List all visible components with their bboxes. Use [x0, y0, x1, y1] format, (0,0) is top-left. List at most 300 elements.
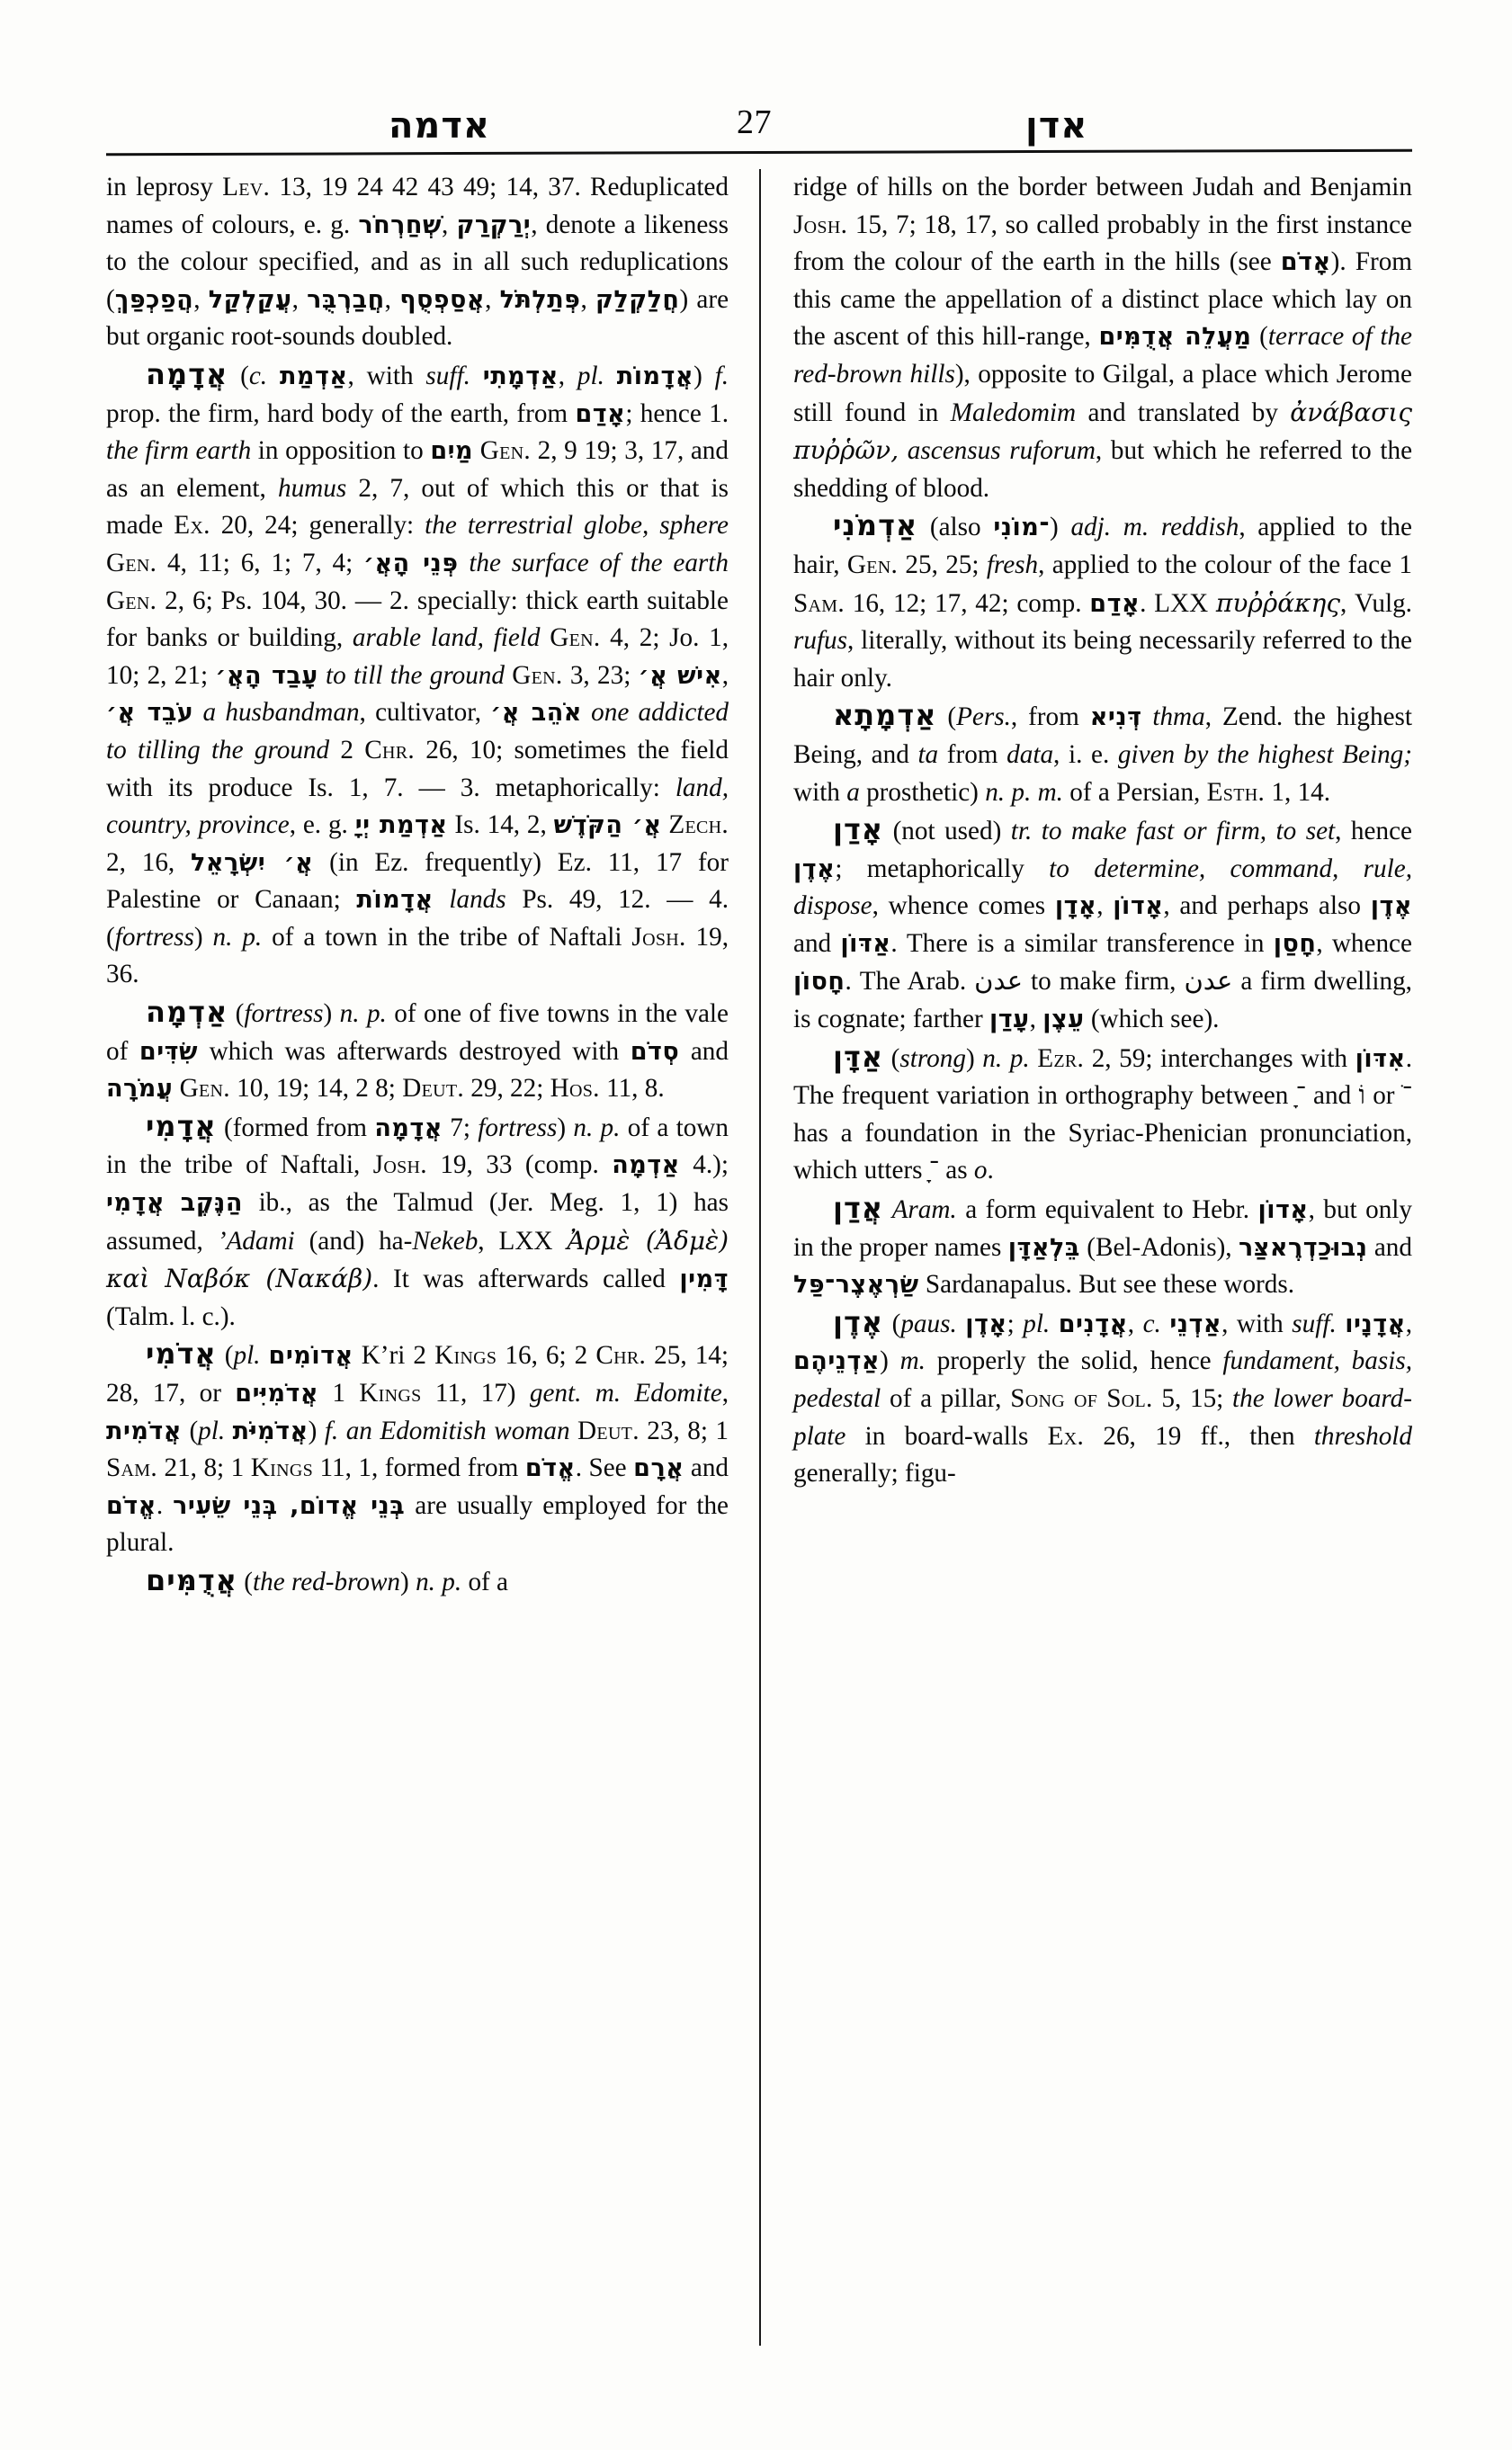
body-text [165, 1188, 181, 1217]
hebrew-word: אַדּוֹן [840, 929, 891, 958]
greek-word: πυῤῥάκης [1215, 587, 1340, 618]
scripture-abbrev: Hos. [550, 1074, 600, 1104]
body-text: . It was afterwards called [372, 1265, 680, 1294]
scripture-abbrev: Song of Sol. [1010, 1384, 1153, 1413]
entry-adamah-common [106, 356, 729, 994]
entry-admah [106, 994, 729, 1108]
gloss-italic: fortress [244, 999, 324, 1029]
body-text: , [721, 660, 729, 690]
hebrew-word: נְבוּכַדְרֶאצַּר [1239, 1233, 1368, 1262]
body-text: and [684, 1453, 729, 1483]
gloss-italic: m. [899, 1346, 926, 1376]
body-text: . [156, 1490, 174, 1520]
gloss-italic: adj. m. reddish [1070, 513, 1239, 542]
body-text: prop. the firm, hard body of the earth, from [106, 398, 576, 428]
body-text: . See [575, 1453, 634, 1483]
body-text: , [558, 361, 577, 390]
body-text [541, 623, 550, 652]
para-reduplication-note [106, 169, 729, 356]
body-text: ridge of hills on the border between Judah and Benjamin [793, 173, 1412, 201]
greek-word: ἀνάβασις πυῤῥῶν, [793, 397, 1413, 466]
hebrew-word: אֲדָמָה [374, 1113, 443, 1142]
body-text: in opposition to [251, 436, 431, 466]
arabic-word: عدن [974, 965, 1023, 997]
body-text: 11, 1, formed from [313, 1453, 525, 1483]
body-text: and [679, 1036, 729, 1066]
column-right [759, 169, 1412, 2346]
gloss-italic: suff. [425, 361, 470, 390]
gloss-italic: lands [449, 885, 506, 915]
gloss-italic: pl. [577, 361, 604, 390]
body-text: with [793, 777, 847, 807]
body-text: (and) ha- [294, 1226, 413, 1256]
body-text: 2, 59; interchanges with [1084, 1043, 1355, 1073]
hebrew-word: עֹבֵד אֲ׳ [106, 699, 194, 728]
entry-adomi [106, 1336, 729, 1562]
gloss-italic: ta [917, 739, 939, 769]
body-text: ( [936, 702, 957, 732]
body-text: ; hence 1. [625, 398, 729, 428]
hebrew-word: אֲ׳ הַקֹּדֶשׁ [553, 811, 662, 840]
body-text [1337, 1310, 1346, 1338]
body-text: , e. g. [289, 810, 355, 840]
gloss-italic: fresh [986, 550, 1039, 579]
body-text: 16, 6; 2 [497, 1341, 596, 1371]
body-text: of a Persian, [1062, 777, 1207, 807]
body-text: in leprosy [106, 173, 223, 201]
hebrew-word: אָדֶן [965, 1310, 1007, 1338]
entry-lemma-hebrew: אָדַן [833, 812, 884, 847]
body-text: , whence [1316, 928, 1412, 958]
gloss-italic: the red-brown [253, 1567, 401, 1596]
gloss-italic: the lower board-plate [793, 1384, 1412, 1451]
body-text: which was afterwards destroyed with [198, 1036, 631, 1066]
body-text [267, 362, 280, 390]
hebrew-word: שַׂרְאֶצֶר־פַּל [793, 1271, 919, 1300]
body-text [434, 885, 450, 914]
entry-admatha [793, 697, 1412, 811]
running-head-left-lemma: אדמה [388, 105, 490, 147]
scripture-abbrev: Lev. [222, 173, 271, 201]
hebrew-word: אֲדָמוֹת [616, 362, 694, 390]
body-text: ), opposite to Gilgal, a place which Jerome still found in [793, 359, 1412, 427]
body-text: , but only in the proper names [793, 1195, 1413, 1262]
body-text [459, 549, 470, 577]
scripture-abbrev: Gen. [179, 1074, 230, 1104]
hebrew-word: אֲסַפְסֻף [399, 285, 486, 314]
hebrew-word: אָדַם [1089, 589, 1141, 618]
body-text: , i. e. [1053, 739, 1118, 769]
scripture-abbrev: Gen. [846, 550, 899, 579]
body-text: , [384, 284, 400, 314]
body-text: and [793, 928, 841, 958]
body-text [470, 362, 483, 390]
gloss-italic: n. p. [573, 1113, 621, 1142]
gloss-italic: fortress [478, 1113, 558, 1142]
body-text: , with [1221, 1309, 1293, 1338]
body-text: of a pillar, [881, 1384, 1011, 1413]
body-text [582, 698, 591, 727]
gloss-italic: a [846, 777, 860, 807]
body-text: , hence [1335, 817, 1412, 846]
entry-lemma-hebrew: אַדְמָתָא [833, 698, 937, 733]
body-text: ) [1050, 513, 1071, 542]
body-text: , LXX [478, 1226, 568, 1256]
body-text: . There is a similar transference in [890, 928, 1274, 958]
scripture-abbrev: Sam. [793, 588, 845, 618]
gloss-italic: pl. [233, 1341, 261, 1371]
hebrew-word: אַדְמָה [612, 1151, 680, 1180]
body-text [957, 1310, 966, 1338]
hebrew-word: בֵּלְאַדָּן [1007, 1233, 1080, 1262]
body-text: 1 [318, 1379, 360, 1408]
body-text: , and perhaps also [1163, 891, 1371, 921]
body-text: , [580, 284, 595, 314]
scripture-abbrev: Gen. [106, 586, 157, 615]
gloss-italic: n. p. [982, 1043, 1030, 1073]
hebrew-word: הֲפַכְפַּךְ [114, 285, 194, 314]
entry-adummim [106, 1562, 729, 1602]
gloss-italic: rufus [793, 626, 848, 656]
body-text: 10, 19; 14, 2 8; [229, 1074, 403, 1104]
body-text: 13, 19 24 42 43 49; 14, 37. Reduplicated names of colours, e. g. [106, 173, 729, 239]
body-text: 1, 14. [1265, 777, 1331, 807]
hebrew-word: מַעֲלֵה אֲדֻמִּים [1098, 323, 1252, 352]
body-text [883, 1195, 891, 1224]
scripture-abbrev: Kings [250, 1453, 314, 1483]
gloss-italic: Maledomim [950, 398, 1077, 427]
hebrew-word: חֲבַרְבֻּר [307, 285, 385, 314]
body-text: ) [557, 1113, 574, 1142]
body-text: ( [237, 1567, 253, 1596]
hebrew-word: אָדוֹן [1113, 892, 1164, 921]
gloss-italic: f. [714, 361, 729, 390]
gloss-italic: the firm earth [106, 436, 252, 466]
header-rule [106, 149, 1412, 156]
scripture-abbrev: Chr. [595, 1341, 647, 1371]
body-text: ). From this came the appellation of a distinct place which lay on the ascent of this hill-range, [793, 247, 1412, 352]
body-text: ( [228, 999, 245, 1029]
scripture-abbrev: Gen. [512, 660, 563, 690]
body-text [899, 436, 908, 465]
body-text: prosthetic) [859, 777, 986, 807]
entry-adan-root [793, 811, 1412, 1039]
body-text: ( [883, 1043, 900, 1073]
body-text: 11, 17) [421, 1379, 530, 1408]
body-text: , Zend. the highest Being, and [793, 702, 1412, 769]
gloss-italic: Nekeb [412, 1226, 479, 1256]
body-text: 4, 2; Jo. 1, 10; 2, 21; [106, 623, 729, 690]
hebrew-word: הַנֶּקֶב [180, 1189, 243, 1218]
body-text: generally; figu- [793, 1459, 956, 1489]
scripture-abbrev: Zech. [668, 810, 729, 840]
body-text: from [938, 739, 1007, 769]
body-text: ) are but organic root-sounds doubled. [106, 284, 729, 352]
entry-lemma-hebrew: אֶדֶן [833, 1304, 884, 1339]
body-text: 26, 10; sometimes the field with its produce Is. 1, 7. — 3. metaphorically: [106, 735, 729, 802]
arabic-word: عدن [1184, 965, 1233, 997]
gloss-italic: data [1007, 739, 1054, 769]
body-text: 2, 6; Ps. 104, 30. — 2. specially: thick earth suitable for banks or building, [106, 586, 729, 653]
running-head [103, 86, 1412, 147]
scripture-abbrev: Ex. [1047, 1421, 1085, 1451]
body-text: 2, 16, [106, 847, 192, 877]
hebrew-word: אֲדָמוֹת [356, 886, 434, 915]
body-text: ; metaphorically [835, 854, 1050, 883]
page-number: 27 [737, 103, 772, 141]
body-text [173, 1074, 179, 1103]
hebrew-word: חָסַן [1273, 929, 1317, 958]
body-text: of a town in the tribe of Naftali, [106, 1113, 729, 1180]
hebrew-word: אֲדֹמִיִּים [235, 1380, 319, 1408]
hebrew-word: אֲדָנָיו [1345, 1310, 1406, 1338]
hebrew-word: אַדְנֵיהֶם [793, 1347, 881, 1376]
body-text: , whence comes [872, 891, 1055, 921]
gloss-italic: o [973, 1156, 988, 1185]
hebrew-word: שִׂדִּים [139, 1037, 199, 1066]
body-text: ( [181, 1416, 199, 1445]
body-columns [106, 169, 1412, 2346]
body-text: 20, 24; generally: [210, 511, 425, 541]
entry-lemma-hebrew: אַדְמֹנִי [833, 508, 918, 543]
hebrew-word: פְּתַלְתֹּל [499, 285, 581, 314]
gloss-italic: the terrestrial globe, sphere [425, 511, 729, 541]
entry-lemma-hebrew: אַדְמָה [146, 995, 228, 1030]
gloss-italic: f. an Edomitish woman [324, 1416, 570, 1445]
hebrew-word: חָסוֹן [793, 968, 845, 997]
gloss-italic: humus [277, 473, 347, 503]
hebrew-word: אִישׁ אֲ׳ [638, 661, 722, 690]
entry-lemma-hebrew: אֲדָמָה [146, 356, 228, 391]
gloss-italic: a husbandman [202, 698, 360, 728]
hebrew-word: סְדֹם [630, 1037, 680, 1066]
hebrew-word: אֲדָנִים [1058, 1310, 1128, 1338]
para-adummim-cont [793, 169, 1412, 507]
body-text: , applied to the hair, [793, 513, 1412, 579]
body-text: ) [308, 1416, 325, 1445]
body-text: ) [323, 999, 340, 1029]
entry-adami [106, 1108, 729, 1337]
body-text [1050, 1310, 1059, 1338]
running-head-right-lemma: אדן [1025, 105, 1088, 147]
body-text: , but which he referred to the shedding of blood. [793, 436, 1413, 503]
scripture-abbrev: Sam. [106, 1453, 157, 1483]
hebrew-word: אֲ׳ יִשְׂרָאֵל [191, 848, 314, 877]
gloss-italic: tr. to make fast or firm, to set [1010, 817, 1336, 846]
entry-lemma-hebrew: אַדָּן [833, 1039, 884, 1074]
gloss-italic: Aram. [891, 1195, 957, 1225]
body-text: 25, 25; [898, 550, 987, 579]
body-text: , literally, without its being necessarily referred to the hair only. [793, 626, 1412, 693]
hebrew-word: אֱדֹם [106, 1491, 157, 1520]
body-text: , [441, 210, 457, 239]
body-text: , cultivator, [359, 698, 491, 728]
body-text: . [987, 1156, 994, 1185]
entry-admoni [793, 507, 1412, 697]
hebrew-word: אֱדֹם [524, 1454, 576, 1483]
body-text: ( [883, 1309, 901, 1338]
hebrew-word: עֵצֶן [1042, 1006, 1085, 1034]
body-text: , [1096, 891, 1114, 921]
body-text: of one of five towns in the vale of [106, 999, 729, 1066]
hebrew-word: אֲרָם [633, 1454, 684, 1483]
gloss-italic: to till the ground [326, 660, 505, 690]
greek-word: Ἀρμὲ (Ἀδμὲ) καὶ Ναβόκ (Νακάβ) [106, 1225, 729, 1294]
hebrew-word: שְׁחַרְחֹר [358, 210, 442, 239]
entry-lemma-hebrew: אֲדֻמִּים [146, 1562, 237, 1597]
body-text: 15, 7; 18, 17, so called probably in the first instance from the colour of the earth in the hills (see [793, 210, 1412, 277]
body-text: Is. 14, 2, [447, 810, 554, 840]
body-text: are usually employed for the plural. [106, 1490, 729, 1558]
hebrew-word: בְּנֵי אֱדוֹם, בְּנֵי שֵׂעִיר [173, 1491, 406, 1520]
gloss-italic: ascensus ruforum [907, 436, 1096, 466]
scripture-abbrev: Josh. [372, 1150, 427, 1180]
gloss-italic: fortress [114, 922, 194, 952]
hebrew-word: אֲדָמִי [106, 1189, 166, 1218]
gloss-italic: paus. [900, 1309, 957, 1338]
gloss-italic: n. p. [416, 1567, 462, 1596]
body-text: (also [917, 513, 994, 542]
body-text [193, 698, 202, 727]
gloss-italic: given by the highest Being; [1117, 739, 1412, 769]
gloss-italic: c. [248, 361, 268, 390]
body-text: ( [216, 1341, 234, 1371]
hebrew-word: פְּנֵי הָאֲ׳ [363, 549, 459, 577]
body-text: to make firm, [1023, 967, 1185, 997]
hebrew-word: דָּמִין [679, 1265, 729, 1294]
body-text: K’ri 2 [353, 1341, 435, 1371]
gloss-italic: n. p. m. [985, 777, 1063, 807]
scripture-abbrev: Ex. [174, 511, 210, 541]
body-text: Ps. 49, 12. — 4. ( [106, 885, 729, 952]
scripture-abbrev: Gen. [106, 548, 157, 577]
gloss-italic: threshold [1313, 1421, 1412, 1451]
gloss-italic: to determine, command, rule, dispose [793, 854, 1412, 921]
body-text: 2, 7, out of which this or that is made [106, 473, 729, 541]
body-text: 5, 15; [1152, 1384, 1233, 1413]
entry-lemma-hebrew: אֲדֹמִי [146, 1337, 217, 1372]
body-text: 7; [442, 1113, 479, 1142]
hebrew-word: אֶדֶן [793, 854, 836, 883]
body-text: (formed from [216, 1113, 375, 1142]
body-text [318, 661, 326, 690]
gloss-italic: arable land, field [352, 623, 541, 653]
body-text: . The Arab. [845, 967, 975, 997]
body-text: in board-walls [845, 1421, 1048, 1451]
hebrew-word: אַדְמַת יְיָ [354, 811, 448, 840]
scripture-abbrev: Josh. [793, 210, 848, 239]
body-text: , denote a likeness to the colour specified, and as in all such reduplications ( [106, 210, 729, 314]
body-text: , Vulg. [1340, 588, 1412, 618]
body-text: 16, 12; 17, 42; comp. [844, 588, 1090, 618]
body-text: and translated by [1076, 398, 1291, 427]
body-text: . LXX [1140, 588, 1216, 618]
hebrew-word: ־מוֹנִי [993, 514, 1051, 542]
hebrew-word: אַדְנֵי [1169, 1310, 1222, 1338]
body-text: a form equivalent to Hebr. [956, 1195, 1258, 1225]
body-text: , [485, 284, 500, 314]
body-text: and [1367, 1232, 1412, 1262]
hebrew-word: אַדְמָתִי [482, 362, 559, 390]
scripture-abbrev: Esth. [1206, 777, 1266, 807]
gloss-italic: pl. [1023, 1309, 1051, 1338]
gloss-italic: thma [1152, 702, 1205, 732]
hebrew-word: אֶדֶן [1370, 892, 1412, 921]
gloss-italic: suff. [1292, 1309, 1337, 1338]
hebrew-word: אַדְמַת [279, 362, 348, 390]
body-text: . The frequent variation in orthography between ־ָ and וֹ or ־ֹ has a foundation in the Syriac-Phenician pronunciation, which utters ־ָ as [793, 1043, 1412, 1185]
body-text: ) [693, 361, 715, 390]
scripture-abbrev: Josh. [631, 922, 686, 952]
gloss-italic: fundament, basis, pedestal [793, 1346, 1412, 1413]
gloss-italic: c. [1142, 1309, 1161, 1338]
body-text: ib., as the Talmud (Jer. Meg. 1, 1) has assumed, [106, 1188, 729, 1256]
gloss-italic: the surface of the earth [469, 548, 729, 577]
body-text: (Bel-Adonis), [1079, 1232, 1239, 1262]
body-text: , [1029, 1005, 1043, 1034]
hebrew-word: מַיִם [430, 437, 474, 466]
body-text: 25, 14; 28, 17, or [106, 1341, 729, 1408]
body-text: properly the solid, hence [925, 1346, 1223, 1376]
body-text: ( [228, 361, 249, 390]
hebrew-word: דְּנִיא [1089, 703, 1142, 732]
entry-lemma-hebrew: אֲדָמִי [146, 1108, 217, 1143]
hebrew-word: אֲדֹמִית [106, 1417, 182, 1445]
hebrew-word: אֲדֹמִיֹּת [232, 1417, 309, 1445]
body-text: a firm dwelling, is cognate; farther [793, 967, 1412, 1034]
body-text: , applied to the colour of the face 1 [1038, 550, 1412, 579]
body-text: Sardanapalus. But see these words. [918, 1270, 1295, 1300]
scripture-abbrev: Kings [434, 1341, 497, 1371]
body-text: 2 [329, 735, 365, 765]
body-text: , [1127, 1309, 1143, 1338]
scripture-abbrev: Deut. [577, 1416, 640, 1445]
body-text: , with [347, 361, 426, 390]
entry-addan [793, 1039, 1412, 1190]
hebrew-word: עֲקַלְקַל [208, 285, 292, 314]
gloss-italic: Pers. [956, 702, 1011, 732]
gloss-italic: pl. [198, 1416, 226, 1445]
body-text [1161, 1310, 1170, 1338]
entry-lemma-hebrew: אֲדַן [833, 1191, 884, 1226]
body-text: (in Ez. frequently) Ez. 11, 17 for Palestine or Canaan; [106, 847, 729, 915]
body-text: 4.); [679, 1150, 729, 1180]
scripture-abbrev: Kings [359, 1379, 422, 1408]
hebrew-word: אָדַם [575, 399, 626, 428]
hebrew-word: אָדָן [1054, 892, 1097, 921]
body-text: , [291, 284, 308, 314]
scripture-abbrev: Gen. [479, 436, 531, 466]
body-text: 2, 9 19; 3, 17, and as an element, [106, 436, 729, 503]
hebrew-word: חֲלַקְלַק [595, 285, 680, 314]
body-text: ) [193, 922, 213, 952]
body-text: 19, 33 (comp. [426, 1150, 613, 1180]
body-text: ) [880, 1346, 900, 1376]
gloss-italic: one addicted to tilling the ground [106, 698, 729, 765]
body-text: (not used) [883, 817, 1011, 846]
body-text: 29, 22; [463, 1074, 550, 1104]
gloss-italic: land, country, province [106, 773, 729, 840]
body-text: 4, 11; 6, 1; 7, 4; [157, 548, 364, 577]
body-text [225, 1417, 232, 1445]
body-text: ( [1251, 322, 1268, 352]
body-text [570, 1417, 577, 1445]
scripture-abbrev: Gen. [550, 623, 601, 653]
body-text: ) [965, 1043, 983, 1073]
body-text [473, 436, 480, 465]
body-text: ) [400, 1567, 416, 1596]
hebrew-word: עֲמֹרָה [106, 1075, 174, 1104]
